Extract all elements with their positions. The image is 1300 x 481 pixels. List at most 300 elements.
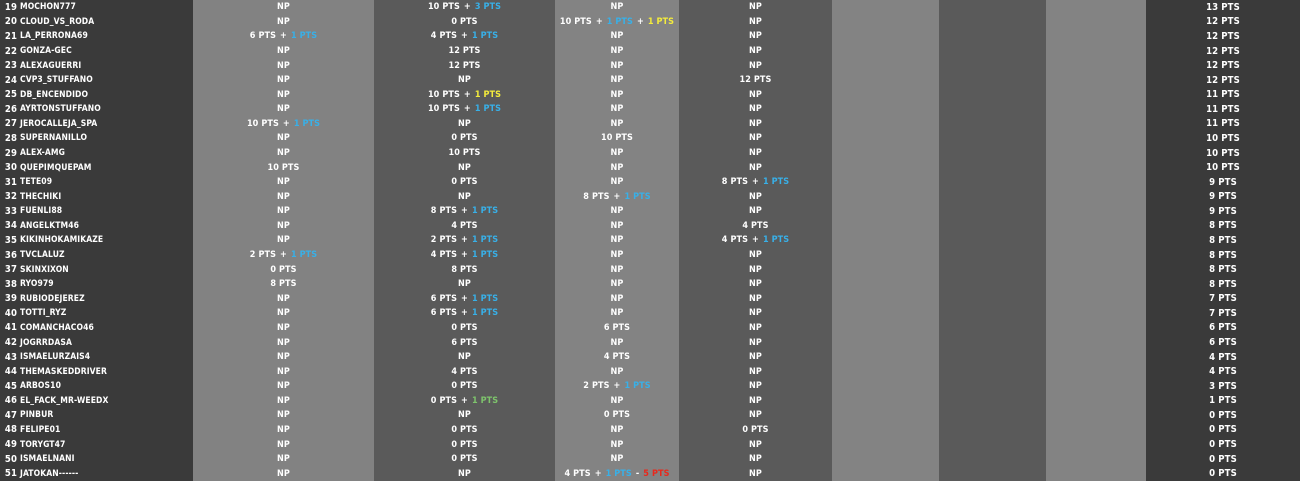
- event-result-2: [374, 189, 555, 204]
- points-segment: NP: [749, 148, 762, 159]
- event-result-3: [555, 175, 679, 190]
- total-points: 0 PTS: [1209, 453, 1237, 465]
- points-segment: NP: [277, 133, 290, 144]
- points-segment: 1 PTS: [606, 16, 633, 27]
- points-segment: NP: [749, 118, 762, 129]
- event-result-3: [555, 277, 679, 292]
- event-result-2: [374, 452, 555, 467]
- points-segment: NP: [277, 468, 290, 479]
- event-result-3: [555, 321, 679, 336]
- points-segment: NP: [277, 410, 290, 421]
- event-result-4: [679, 189, 832, 204]
- points-segment: NP: [749, 31, 762, 42]
- event-result-1: [193, 292, 374, 307]
- points-segment: 12 PTS: [448, 60, 481, 71]
- points-segment: 1 PTS: [624, 381, 651, 392]
- points-segment: NP: [458, 279, 471, 290]
- event-result-2: [374, 379, 555, 394]
- event-result-2: [374, 204, 555, 219]
- points-segment: 8 PTS: [721, 177, 749, 188]
- points-segment: NP: [749, 264, 762, 275]
- driver-name: ALEX-AMG: [20, 148, 66, 159]
- points-segment: NP: [610, 31, 624, 42]
- points-segment: 10 PTS: [427, 2, 460, 13]
- points-segment: NP: [610, 104, 624, 115]
- points-segment: NP: [749, 439, 762, 450]
- points-segment: NP: [277, 104, 290, 115]
- points-segment: NP: [610, 206, 624, 217]
- points-segment: NP: [749, 2, 762, 13]
- points-segment: NP: [749, 206, 762, 217]
- position-cell: 37: [4, 264, 17, 276]
- points-segment: NP: [458, 352, 471, 363]
- driver-name: GONZA-GEC: [20, 46, 72, 56]
- event-result-2: [374, 175, 555, 190]
- points-segment: NP: [458, 191, 471, 202]
- points-segment: NP: [749, 468, 762, 479]
- event-result-3: [555, 58, 679, 73]
- total-points: 12 PTS: [1206, 74, 1240, 86]
- points-segment: NP: [277, 424, 290, 435]
- event-result-3: [555, 364, 679, 379]
- event-result-4: [679, 146, 832, 161]
- points-segment: 1 PTS: [293, 118, 321, 129]
- points-segment: NP: [277, 235, 290, 246]
- total-points: 0 PTS: [1209, 439, 1237, 451]
- event-result-4: [679, 131, 832, 146]
- event-result-4: [679, 423, 832, 438]
- driver-name: CLOUD_VS_RODA: [20, 16, 95, 27]
- points-segment: NP: [610, 424, 624, 435]
- points-segment: +: [636, 16, 644, 27]
- event-result-2: [374, 117, 555, 132]
- points-segment: 6 PTS: [430, 308, 458, 319]
- points-segment: NP: [749, 337, 762, 348]
- total-points: 13 PTS: [1206, 1, 1240, 13]
- event-result-1: [193, 131, 374, 146]
- points-segment: NP: [277, 191, 290, 202]
- total-points: 8 PTS: [1209, 220, 1237, 232]
- column-bg-event-5: [832, 0, 939, 481]
- points-segment: 0 PTS: [451, 454, 478, 465]
- points-segment: 10 PTS: [559, 16, 592, 27]
- position-cell: 43: [4, 351, 17, 363]
- points-segment: +: [461, 206, 468, 217]
- points-segment: NP: [749, 352, 762, 363]
- points-segment: NP: [458, 468, 471, 479]
- event-result-1: [193, 117, 374, 132]
- points-segment: 0 PTS: [270, 264, 297, 275]
- driver-name: JOGRRDASA: [20, 337, 72, 348]
- event-result-4: [679, 44, 832, 59]
- points-segment: 6 PTS: [430, 293, 458, 304]
- points-segment: 0 PTS: [451, 424, 478, 435]
- event-result-1: [193, 233, 374, 248]
- driver-name: FELIPE01: [20, 424, 61, 435]
- points-segment: 8 PTS: [451, 264, 478, 275]
- event-result-3: [555, 292, 679, 307]
- event-result-1: [193, 408, 374, 423]
- event-result-1: [193, 248, 374, 263]
- event-result-2: [374, 160, 555, 175]
- points-segment: 4 PTS: [451, 220, 478, 231]
- event-result-4: [679, 262, 832, 277]
- position-cell: 35: [4, 234, 17, 246]
- event-result-1: [193, 437, 374, 452]
- points-segment: +: [461, 395, 468, 406]
- event-result-2: [374, 364, 555, 379]
- points-segment: NP: [610, 46, 624, 56]
- points-segment: NP: [277, 381, 290, 392]
- event-result-2: [374, 292, 555, 307]
- points-segment: 10 PTS: [601, 133, 633, 144]
- event-result-1: [193, 335, 374, 350]
- points-segment: +: [463, 2, 471, 13]
- points-segment: 1 PTS: [762, 235, 790, 246]
- driver-name: AYRTONSTUFFANO: [20, 104, 101, 115]
- column-bg-event-6: [939, 0, 1046, 481]
- driver-name: ARBOS10: [20, 381, 61, 392]
- event-result-3: [555, 29, 679, 44]
- points-segment: 1 PTS: [471, 293, 499, 304]
- total-points: 12 PTS: [1206, 16, 1240, 28]
- event-result-1: [193, 87, 374, 102]
- points-segment: 4 PTS: [742, 220, 769, 231]
- total-points: 8 PTS: [1209, 278, 1237, 290]
- points-segment: NP: [749, 46, 762, 56]
- total-points: 4 PTS: [1209, 351, 1237, 363]
- points-segment: NP: [749, 279, 762, 290]
- points-segment: 1 PTS: [471, 235, 499, 246]
- points-segment: NP: [277, 89, 290, 100]
- event-result-4: [679, 437, 832, 452]
- points-segment: 8 PTS: [430, 206, 458, 217]
- event-result-1: [193, 321, 374, 336]
- total-points: 9 PTS: [1209, 176, 1237, 188]
- driver-name: THEMASKEDDRIVER: [20, 366, 107, 377]
- event-result-2: [374, 219, 555, 234]
- driver-name: RUBIODEJEREZ: [20, 293, 85, 304]
- total-points: 12 PTS: [1206, 60, 1240, 72]
- event-result-2: [374, 73, 555, 88]
- event-result-2: [374, 0, 555, 15]
- total-points: 6 PTS: [1209, 322, 1237, 334]
- event-result-3: [555, 262, 679, 277]
- event-result-1: [193, 394, 374, 409]
- position-cell: 30: [4, 162, 17, 174]
- event-result-4: [679, 364, 832, 379]
- points-segment: 12 PTS: [739, 75, 772, 86]
- event-result-3: [555, 452, 679, 467]
- points-segment: NP: [610, 250, 624, 261]
- event-result-1: [193, 219, 374, 234]
- position-cell: 24: [4, 74, 17, 86]
- event-result-2: [374, 262, 555, 277]
- points-segment: NP: [458, 75, 471, 86]
- total-points: 10 PTS: [1206, 132, 1240, 144]
- points-segment: NP: [277, 308, 290, 319]
- event-result-4: [679, 394, 832, 409]
- event-result-4: [679, 321, 832, 336]
- event-result-3: [555, 160, 679, 175]
- event-result-1: [193, 423, 374, 438]
- points-segment: 1 PTS: [471, 250, 499, 261]
- points-segment: +: [752, 235, 759, 246]
- event-result-4: [679, 350, 832, 365]
- event-result-3: [555, 15, 679, 30]
- event-result-4: [679, 160, 832, 175]
- event-result-4: [679, 408, 832, 423]
- points-segment: NP: [749, 16, 762, 27]
- points-segment: NP: [458, 118, 471, 129]
- points-segment: 0 PTS: [451, 133, 478, 144]
- position-cell: 26: [4, 103, 17, 115]
- points-segment: NP: [277, 60, 290, 71]
- driver-name: FUENLI88: [20, 206, 63, 217]
- points-segment: 0 PTS: [603, 410, 631, 421]
- event-result-2: [374, 58, 555, 73]
- points-segment: +: [461, 293, 468, 304]
- points-segment: NP: [749, 293, 762, 304]
- position-cell: 20: [4, 16, 17, 28]
- points-segment: +: [463, 89, 471, 100]
- points-segment: NP: [610, 293, 624, 304]
- event-result-2: [374, 15, 555, 30]
- event-result-3: [555, 204, 679, 219]
- driver-name: MOCHON777: [20, 2, 76, 13]
- event-result-2: [374, 131, 555, 146]
- driver-name: TVCLALUZ: [20, 250, 65, 261]
- event-result-1: [193, 15, 374, 30]
- event-result-4: [679, 204, 832, 219]
- points-segment: NP: [610, 118, 624, 129]
- points-segment: +: [461, 235, 468, 246]
- event-result-4: [679, 29, 832, 44]
- event-result-2: [374, 321, 555, 336]
- points-segment: 4 PTS: [564, 468, 591, 479]
- points-segment: NP: [610, 454, 624, 465]
- driver-name: SKINXIXON: [20, 264, 69, 275]
- position-cell: 46: [4, 395, 17, 407]
- points-segment: 0 PTS: [430, 395, 458, 406]
- position-cell: 29: [4, 147, 17, 159]
- points-segment: NP: [610, 395, 624, 406]
- points-segment: 1 PTS: [471, 308, 499, 319]
- points-segment: NP: [749, 250, 762, 261]
- event-result-2: [374, 306, 555, 321]
- event-result-2: [374, 44, 555, 59]
- points-segment: NP: [277, 177, 290, 188]
- event-result-4: [679, 292, 832, 307]
- points-segment: 0 PTS: [742, 424, 769, 435]
- points-segment: 4 PTS: [430, 31, 458, 42]
- driver-name: DB_ENCENDIDO: [20, 89, 89, 100]
- points-segment: NP: [749, 133, 762, 144]
- position-cell: 27: [4, 118, 17, 130]
- event-result-2: [374, 408, 555, 423]
- points-segment: NP: [277, 148, 290, 159]
- points-segment: NP: [610, 220, 624, 231]
- event-result-1: [193, 204, 374, 219]
- event-result-4: [679, 175, 832, 190]
- position-cell: 41: [4, 322, 17, 334]
- position-cell: 45: [4, 380, 17, 392]
- points-segment: 4 PTS: [603, 352, 631, 363]
- points-segment: -: [635, 468, 640, 479]
- event-result-3: [555, 44, 679, 59]
- points-segment: NP: [749, 410, 762, 421]
- position-cell: 22: [4, 45, 17, 57]
- points-segment: 4 PTS: [721, 235, 749, 246]
- event-result-3: [555, 189, 679, 204]
- event-result-4: [679, 87, 832, 102]
- event-result-4: [679, 219, 832, 234]
- points-segment: 12 PTS: [448, 46, 481, 56]
- points-segment: NP: [610, 89, 624, 100]
- event-result-1: [193, 73, 374, 88]
- position-cell: 39: [4, 293, 17, 305]
- points-segment: NP: [610, 60, 624, 71]
- event-result-3: [555, 394, 679, 409]
- points-segment: NP: [749, 191, 762, 202]
- points-segment: NP: [277, 206, 290, 217]
- points-segment: NP: [277, 366, 290, 377]
- position-cell: 34: [4, 220, 17, 232]
- points-segment: 0 PTS: [451, 439, 478, 450]
- event-result-3: [555, 117, 679, 132]
- position-cell: 19: [4, 1, 17, 13]
- event-result-3: [555, 379, 679, 394]
- points-segment: 10 PTS: [427, 104, 460, 115]
- event-result-1: [193, 262, 374, 277]
- position-cell: 50: [4, 453, 17, 465]
- total-points: 6 PTS: [1209, 337, 1237, 349]
- points-segment: 0 PTS: [451, 16, 478, 27]
- event-result-4: [679, 102, 832, 117]
- points-segment: +: [613, 191, 621, 202]
- points-segment: +: [463, 104, 471, 115]
- event-result-3: [555, 466, 679, 481]
- points-segment: 1 PTS: [471, 31, 499, 42]
- event-result-2: [374, 466, 555, 481]
- driver-name: ANGELKTM46: [20, 220, 80, 231]
- event-result-4: [679, 466, 832, 481]
- points-segment: 8 PTS: [583, 191, 610, 202]
- driver-name: ISMAELNANI: [20, 454, 75, 465]
- position-cell: 44: [4, 366, 17, 378]
- event-result-1: [193, 189, 374, 204]
- event-result-3: [555, 0, 679, 15]
- points-segment: NP: [610, 264, 624, 275]
- points-segment: NP: [610, 366, 624, 377]
- event-result-3: [555, 408, 679, 423]
- points-segment: 0 PTS: [451, 381, 478, 392]
- position-cell: 48: [4, 424, 17, 436]
- points-segment: NP: [277, 16, 290, 27]
- total-points: 9 PTS: [1209, 205, 1237, 217]
- event-result-2: [374, 394, 555, 409]
- points-segment: NP: [749, 381, 762, 392]
- total-points: 0 PTS: [1209, 424, 1237, 436]
- total-points: 11 PTS: [1206, 89, 1240, 101]
- points-segment: 1 PTS: [605, 468, 632, 479]
- event-result-2: [374, 29, 555, 44]
- points-segment: 10 PTS: [246, 118, 279, 129]
- points-segment: NP: [277, 352, 290, 363]
- driver-name: CVP3_STUFFANO: [20, 75, 93, 86]
- position-cell: 21: [4, 30, 17, 42]
- points-segment: NP: [749, 454, 762, 465]
- event-result-3: [555, 102, 679, 117]
- points-segment: 5 PTS: [643, 468, 670, 479]
- total-points: 12 PTS: [1206, 30, 1240, 42]
- points-segment: NP: [277, 395, 290, 406]
- points-segment: NP: [749, 104, 762, 115]
- points-segment: +: [461, 250, 468, 261]
- points-segment: 6 PTS: [451, 337, 478, 348]
- event-result-1: [193, 350, 374, 365]
- position-cell: 47: [4, 409, 17, 421]
- total-points: 4 PTS: [1209, 366, 1237, 378]
- driver-name: JEROCALLEJA_SPA: [20, 118, 98, 129]
- event-result-1: [193, 44, 374, 59]
- total-points: 7 PTS: [1209, 293, 1237, 305]
- event-result-2: [374, 248, 555, 263]
- driver-name: TETE09: [20, 177, 53, 188]
- points-segment: NP: [458, 410, 471, 421]
- column-bg-event-7: [1046, 0, 1146, 481]
- total-points: 0 PTS: [1209, 468, 1237, 480]
- position-cell: 33: [4, 205, 17, 217]
- total-points: 1 PTS: [1209, 395, 1237, 407]
- event-result-1: [193, 160, 374, 175]
- event-result-4: [679, 306, 832, 321]
- points-segment: +: [594, 468, 602, 479]
- position-cell: 38: [4, 278, 17, 290]
- event-result-1: [193, 0, 374, 15]
- event-result-3: [555, 73, 679, 88]
- points-segment: NP: [610, 235, 624, 246]
- total-points: 10 PTS: [1206, 162, 1240, 174]
- points-segment: NP: [610, 439, 624, 450]
- position-cell: 51: [4, 468, 17, 480]
- points-segment: NP: [277, 337, 290, 348]
- event-result-3: [555, 219, 679, 234]
- event-result-1: [193, 306, 374, 321]
- points-segment: 0 PTS: [451, 322, 478, 333]
- points-segment: +: [595, 16, 603, 27]
- total-points: 8 PTS: [1209, 249, 1237, 261]
- event-result-2: [374, 335, 555, 350]
- total-points: 11 PTS: [1206, 118, 1240, 130]
- event-result-4: [679, 233, 832, 248]
- event-result-4: [679, 379, 832, 394]
- event-result-4: [679, 58, 832, 73]
- points-segment: 4 PTS: [451, 366, 478, 377]
- points-segment: NP: [610, 2, 624, 13]
- driver-name: TORYGT47: [20, 439, 66, 450]
- points-segment: NP: [277, 75, 290, 86]
- position-cell: 23: [4, 60, 17, 72]
- driver-name: EL_FACK_MR-WEEDX: [20, 395, 109, 406]
- points-segment: NP: [610, 75, 624, 86]
- total-points: 0 PTS: [1209, 409, 1237, 421]
- points-segment: 1 PTS: [624, 191, 651, 202]
- position-cell: 25: [4, 89, 17, 101]
- event-result-3: [555, 350, 679, 365]
- event-result-2: [374, 146, 555, 161]
- points-segment: 1 PTS: [290, 250, 318, 261]
